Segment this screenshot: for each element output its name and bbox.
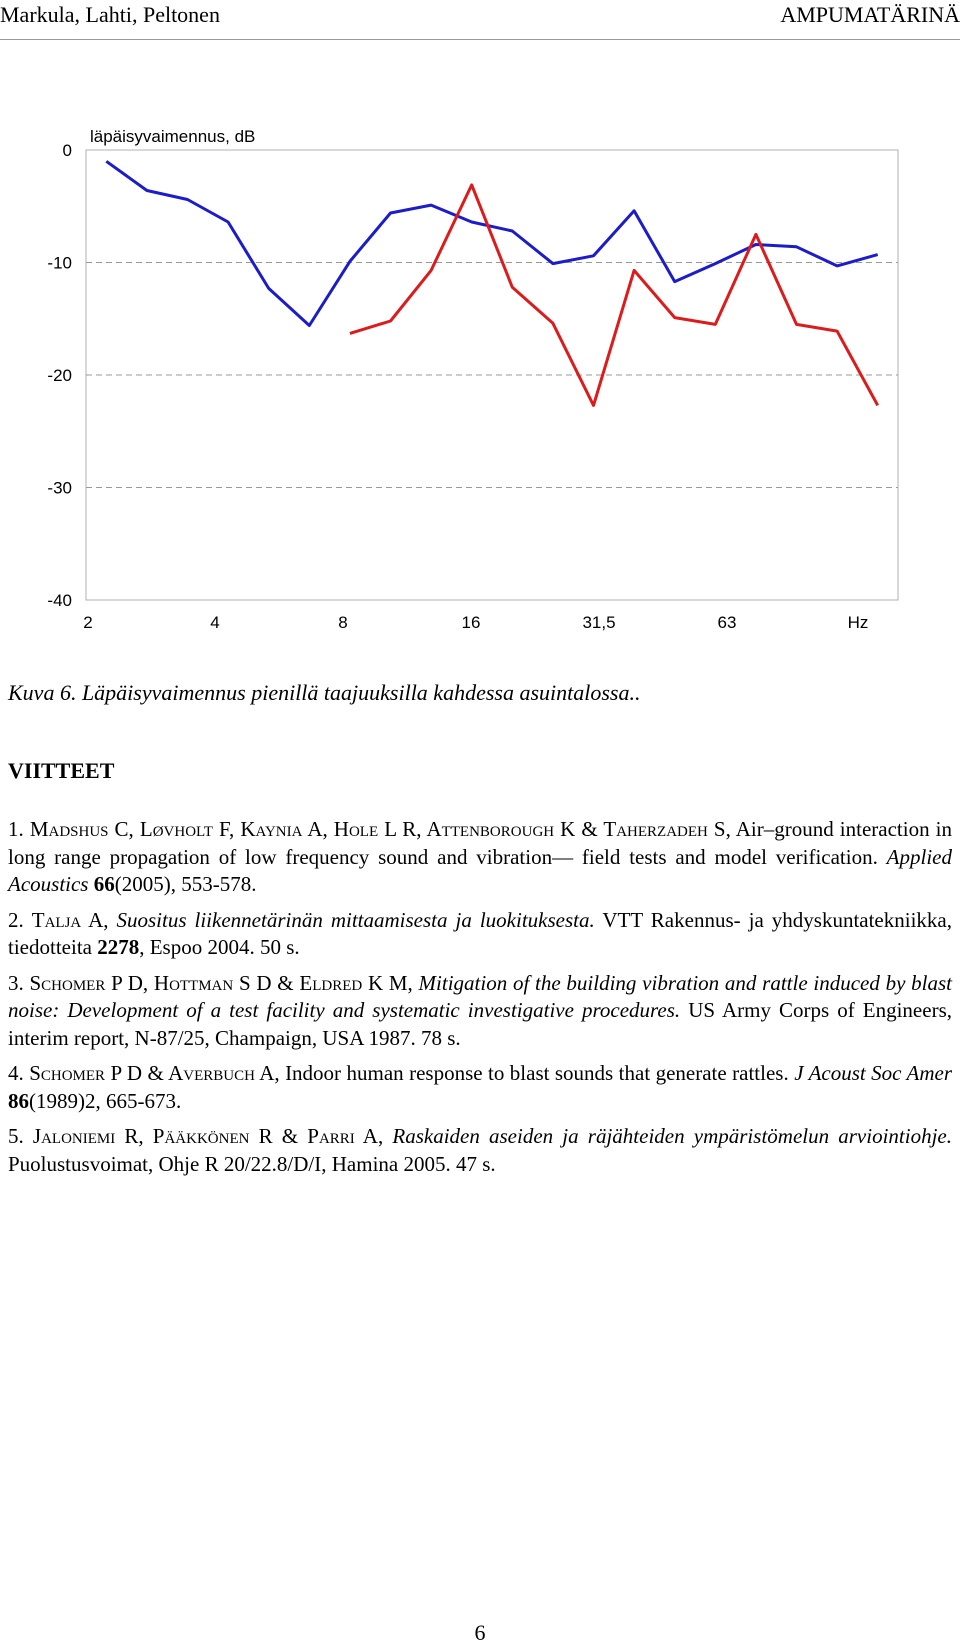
reference-title: Raskaiden aseiden ja räjähteiden ympäristömelun arviointiohje. xyxy=(392,1124,952,1148)
reference-1 xyxy=(8,816,952,899)
y-tick-label: 0 xyxy=(62,141,72,160)
reference-volume: 2278 xyxy=(97,935,140,959)
x-tick-label: 8 xyxy=(338,613,348,632)
reference-number: 4. xyxy=(8,1061,24,1085)
reference-details: (2005), 553-578. xyxy=(114,872,257,896)
reference-number: 1. xyxy=(8,817,24,841)
reference-details: Puolustusvoimat, Ohje R 20/22.8/D/I, Hamina 2005. 47 s. xyxy=(8,1151,496,1176)
y-tick-labels xyxy=(47,141,72,610)
x-tick-label: 16 xyxy=(461,613,481,632)
reference-list xyxy=(8,816,952,1186)
y-axis-title: läpäisyvaimennus, dB xyxy=(90,127,256,146)
reference-title: Suositus liikennetärinän mittaamisesta ja luokituksesta. xyxy=(116,907,595,932)
reference-number: 5. xyxy=(8,1124,24,1148)
reference-authors: Schomer P D, Hottman S D & Eldred K M, xyxy=(29,970,413,995)
grid-lines xyxy=(86,263,898,488)
reference-details: , Espoo 2004. 50 s. xyxy=(139,935,300,959)
reference-authors: Jaloniemi R, Pääkkönen R & Parri A, xyxy=(32,1124,384,1148)
header-rule xyxy=(0,39,960,40)
x-tick-label: 31,5 xyxy=(582,613,616,632)
figure-caption: Kuva 6. Läpäisyvaimennus pienillä taajuuksilla kahdessa asuintalossa.. xyxy=(8,680,641,705)
x-tick-label: 4 xyxy=(210,613,220,632)
reference-4 xyxy=(8,1060,952,1115)
x-tick-label: 63 xyxy=(717,613,737,632)
series-line-2 xyxy=(350,185,878,406)
reference-3 xyxy=(8,970,952,1053)
reference-journal: Applied Acoustics xyxy=(8,844,952,896)
reference-authors: Madshus C, Løvholt F, Kaynia A, Hole L R, Attenborough K & Taherzadeh S, xyxy=(29,817,731,841)
x-tick-labels xyxy=(83,613,868,632)
header-title: AMPUMATÄRINÄ xyxy=(780,2,960,27)
series-lines xyxy=(106,161,877,405)
y-tick-label: -20 xyxy=(47,366,72,385)
reference-journal: J Acoust Soc Amer xyxy=(794,1061,953,1085)
page-number: 6 xyxy=(474,1620,486,1645)
reference-title: Mitigation of the building vibration and rattle induced by blast noise: Development of a test facility and systematic investigative procedures. xyxy=(8,970,953,1022)
references-heading: VIITTEET xyxy=(8,758,115,783)
y-tick-label: -40 xyxy=(47,591,72,610)
reference-number: 3. xyxy=(8,970,24,995)
y-tick-label: -10 xyxy=(47,253,72,273)
reference-volume: 86 xyxy=(8,1088,29,1113)
reference-title: Air–ground interaction in long range propagation of low frequency sound and vibration— field tests and model verification. xyxy=(8,817,952,869)
reference-volume: 66 xyxy=(93,872,115,896)
reference-authors: Talja A, xyxy=(31,907,109,932)
reference-details: US Army Corps of Engineers, interim report, N-87/25, Champaign, USA 1987. 78 s. xyxy=(8,998,952,1050)
x-tick-label: Hz xyxy=(847,613,869,632)
attenuation-chart xyxy=(0,120,960,640)
reference-details: (1989)2, 665-673. xyxy=(29,1088,182,1113)
reference-publisher: VTT Rakennus- ja yhdyskuntatekniikka, tiedotteita xyxy=(8,907,952,959)
reference-title: Indoor human response to blast sounds that generate rattles. xyxy=(285,1061,789,1085)
series-line-1 xyxy=(106,161,877,325)
header-authors: Markula, Lahti, Peltonen xyxy=(0,2,220,27)
x-tick-label: 2 xyxy=(83,613,93,632)
reference-number: 2. xyxy=(8,907,24,932)
reference-authors: Schomer P D & Averbuch A, xyxy=(29,1061,280,1085)
reference-5 xyxy=(8,1123,952,1178)
y-tick-label: -30 xyxy=(47,478,72,498)
page-header xyxy=(0,0,960,40)
reference-2 xyxy=(8,907,952,962)
